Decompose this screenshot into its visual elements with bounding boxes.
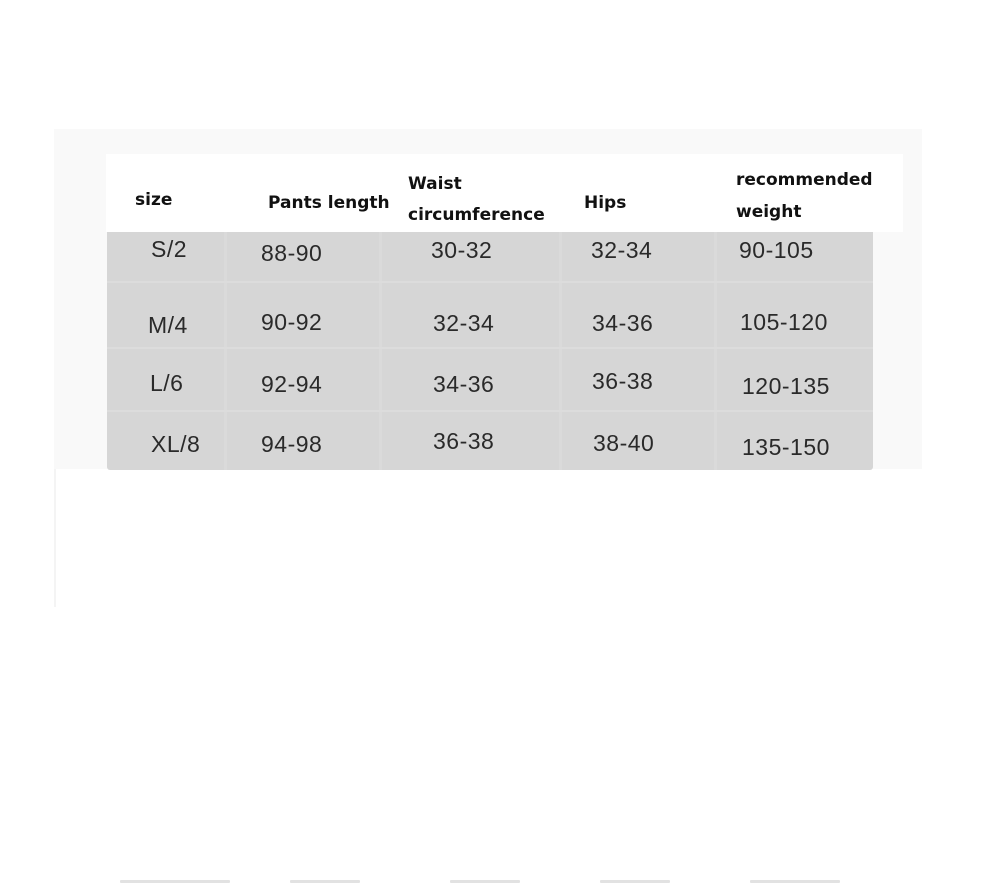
header-hips: Hips	[584, 193, 627, 213]
header-pants-length: Pants length	[268, 193, 390, 213]
size-chart-grid	[107, 232, 873, 470]
cell-size: M/4	[148, 312, 188, 338]
row-divider	[107, 347, 873, 349]
cell-waist: 34-36	[433, 371, 495, 397]
cropped-text-fragment	[750, 880, 840, 883]
cell-weight: 120-135	[742, 373, 830, 399]
cell-hips: 32-34	[591, 237, 653, 263]
header-waist: Waist	[408, 174, 462, 194]
cell-waist: 30-32	[431, 237, 493, 263]
cell-waist: 36-38	[433, 428, 495, 454]
cell-hips: 36-38	[592, 368, 654, 394]
cell-weight: 90-105	[739, 237, 814, 263]
row-divider	[107, 410, 873, 412]
header-weight: weight	[736, 202, 802, 222]
cell-size: S/2	[151, 236, 188, 262]
row-divider	[107, 281, 873, 283]
cell-pants-length: 94-98	[261, 431, 323, 457]
cropped-text-fragment	[120, 880, 230, 883]
cell-weight: 105-120	[740, 309, 828, 335]
column-divider	[714, 232, 717, 470]
cell-pants-length: 90-92	[261, 309, 323, 335]
cell-size: XL/8	[151, 431, 201, 457]
cell-hips: 38-40	[593, 430, 655, 456]
cell-weight: 135-150	[742, 434, 830, 460]
cropped-text-fragment	[290, 880, 360, 883]
size-chart-header	[106, 154, 903, 232]
panel-edge	[54, 469, 56, 607]
header-recommended: recommended	[736, 170, 873, 190]
cell-pants-length: 88-90	[261, 240, 323, 266]
cropped-text-fragment	[450, 880, 520, 883]
cropped-text-fragment	[600, 880, 670, 883]
cell-pants-length: 92-94	[261, 371, 323, 397]
cell-hips: 34-36	[592, 310, 654, 336]
cell-size: L/6	[150, 370, 184, 396]
cell-waist: 32-34	[433, 310, 495, 336]
header-size: size	[135, 190, 173, 210]
header-waist-circumference: circumference	[408, 205, 545, 225]
column-divider	[379, 232, 382, 470]
column-divider	[559, 232, 562, 470]
column-divider	[224, 232, 227, 470]
cropped-bottom-edge	[100, 880, 880, 886]
